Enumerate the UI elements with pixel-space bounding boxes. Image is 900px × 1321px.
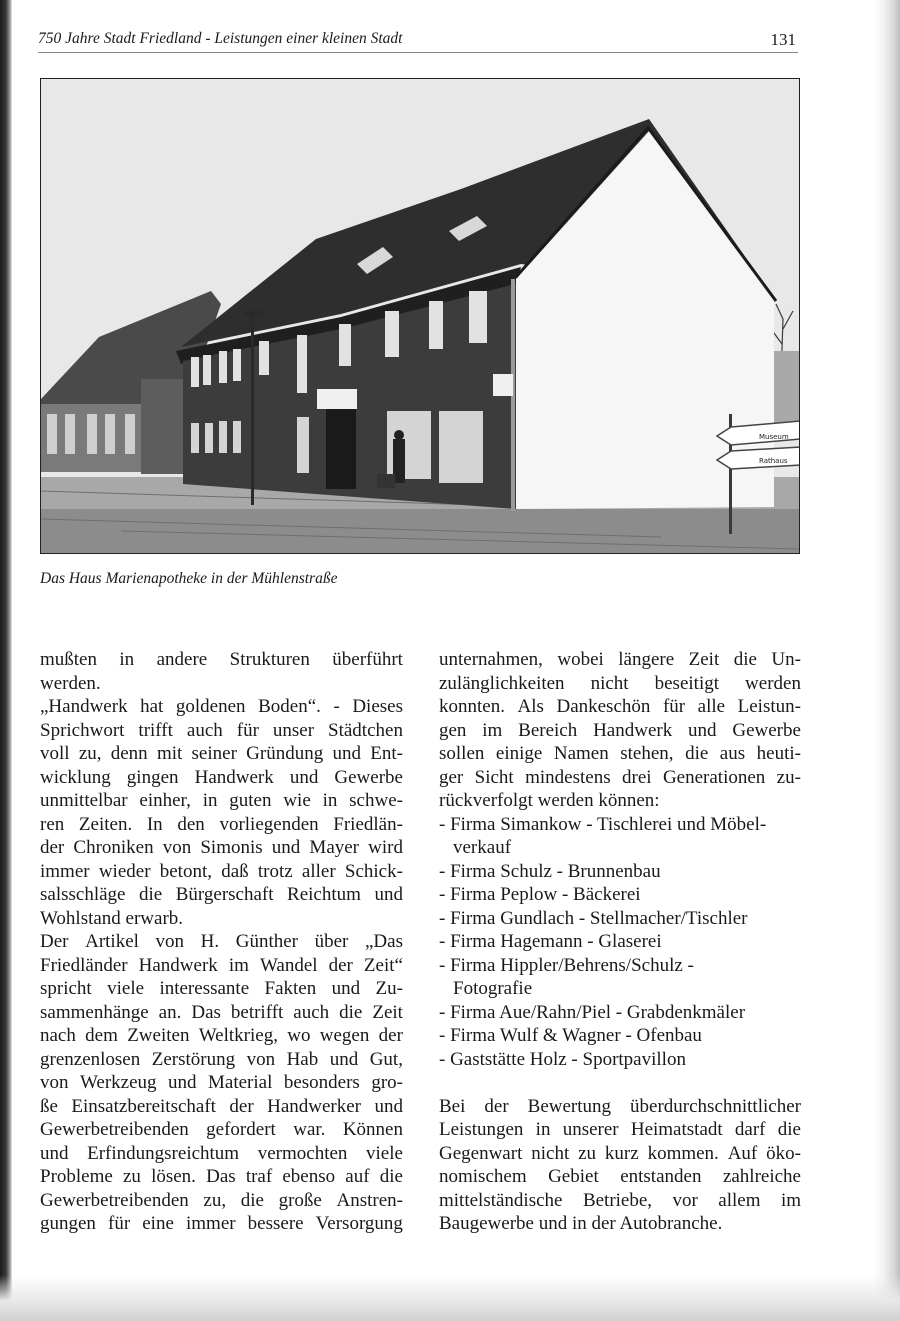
running-head <box>38 30 798 53</box>
text-line: voll zu, denn mit seiner Gründung und Ent- <box>40 743 403 764</box>
text-line: grenzenlosen Zerstörung von Hab und Gut, <box>40 1048 403 1070</box>
photo-caption: Das Haus Marienapotheke in der Mühlenstraße <box>40 570 338 587</box>
text-line: gen im Bereich Handwerk und Gewerbe <box>439 719 801 741</box>
firm-list-item: - Firma Simankow - Tischlerei und Möbel- <box>439 813 767 835</box>
text-line: von Werkzeug und Material besonders gro- <box>40 1072 403 1093</box>
text-line: unternahmen, wobei längere Zeit die Un- <box>439 649 801 670</box>
scan-bottom-edge <box>0 1275 900 1321</box>
text-line: spricht viele interessante Fakten und Zu- <box>40 978 403 999</box>
text-line: der Chroniken von Simonis und Mayer wird <box>40 837 403 858</box>
page-number: 131 <box>770 30 796 49</box>
text-line: Gewerbetreibenden gefordert war. Können <box>40 1119 403 1140</box>
text-line: Bei der Bewertung überdurchschnittlicher <box>439 1095 801 1117</box>
sign-museum: Museum <box>759 433 789 441</box>
text-line: sollen einige Namen stehen, die aus heuti- <box>439 743 801 764</box>
photo-drawing <box>41 79 799 553</box>
firm-list-item: - Gaststätte Holz - Sportpavillon <box>439 1048 686 1070</box>
text-line: Leistungen in unserer Heimatstadt darf die <box>439 1119 801 1140</box>
firm-list-item: - Firma Hippler/Behrens/Schulz - <box>439 954 694 976</box>
text-line: salsschläge die Bürgerschaft Reichtum und <box>40 884 403 905</box>
text-line: rückverfolgt werden können: <box>439 790 660 811</box>
text-line: und Erfindungsreichtum vermochten viele <box>40 1142 403 1164</box>
text-line: Probleme zu lösen. Das traf ebenso auf die <box>40 1166 403 1187</box>
text-line: Der Artikel von H. Günther über „Das <box>40 931 403 952</box>
text-line: Sprichwort trifft auch für unser Städtchen <box>40 719 403 741</box>
text-line: Gewerbetreibenden zu, die große Anstren- <box>40 1189 403 1211</box>
text-line: immer wieder betont, daß trotz aller Schick- <box>40 860 403 882</box>
text-line: zulänglichkeiten nicht beseitigt werden <box>439 672 801 694</box>
paragraph-gap <box>439 1071 801 1095</box>
building-photo <box>40 78 800 554</box>
firm-list-item: - Firma Schulz - Brunnenbau <box>439 860 661 882</box>
text-line: konnten. Als Dankeschön für alle Leistun- <box>439 696 801 717</box>
text-line: „Handwerk hat goldenen Boden“. - Dieses <box>40 696 403 717</box>
right-column <box>439 648 801 1236</box>
text-line: mußten in andere Strukturen überführt <box>40 649 403 670</box>
running-title: 750 Jahre Stadt Friedland - Leistungen einer kleinen Stadt <box>38 30 403 47</box>
text-line: ger Sicht mindestens drei Generationen zu- <box>439 766 801 788</box>
firm-list-item: - Firma Gundlach - Stellmacher/Tischler <box>439 907 748 929</box>
text-line: ße Einsatzbereitschaft der Handwerker und <box>40 1095 403 1117</box>
firm-list <box>439 813 801 1072</box>
firm-list-item-continuation: Fotografie <box>453 978 533 999</box>
firm-list-item: - Firma Aue/Rahn/Piel - Grabdenkmäler <box>439 1001 746 1023</box>
text-line: gungen für eine immer bessere Versorgung <box>40 1213 403 1234</box>
text-line: Baugewerbe und in der Autobranche. <box>439 1213 723 1234</box>
text-line: Gegenwart nicht zu kurz kommen. Auf öko- <box>439 1142 801 1164</box>
scan-left-edge <box>0 0 12 1321</box>
left-column <box>40 648 403 1236</box>
sign-rathaus: Rathaus <box>759 457 788 465</box>
scan-right-edge <box>874 0 900 1321</box>
firm-list-item: - Firma Hagemann - Glaserei <box>439 931 662 952</box>
text-line: mittelständische Betriebe, vor allem im <box>439 1189 801 1211</box>
text-line: Wohlstand erwarb. <box>40 907 184 929</box>
firm-list-item: - Firma Peplow - Bäckerei <box>439 884 641 905</box>
text-line: nach dem Zweiten Weltkrieg, wo wegen der <box>40 1025 403 1046</box>
text-line: ren Zeiten. In den vorliegenden Friedlän- <box>40 813 403 835</box>
text-line: Friedländer Handwerk im Wandel der Zeit“ <box>40 954 403 976</box>
firm-list-item: - Firma Wulf & Wagner - Ofenbau <box>439 1025 702 1046</box>
text-line: sammenhänge an. Das betrifft auch die Zeit <box>40 1001 403 1023</box>
text-line: unmittelbar einher, in guten wie in schwe- <box>40 790 403 811</box>
text-line: werden. <box>40 672 101 694</box>
firm-list-item-continuation: verkauf <box>453 837 512 858</box>
text-line: nomischem Gebiet entstanden zahlreiche <box>439 1166 801 1187</box>
text-line: wicklung gingen Handwerk und Gewerbe <box>40 766 403 788</box>
